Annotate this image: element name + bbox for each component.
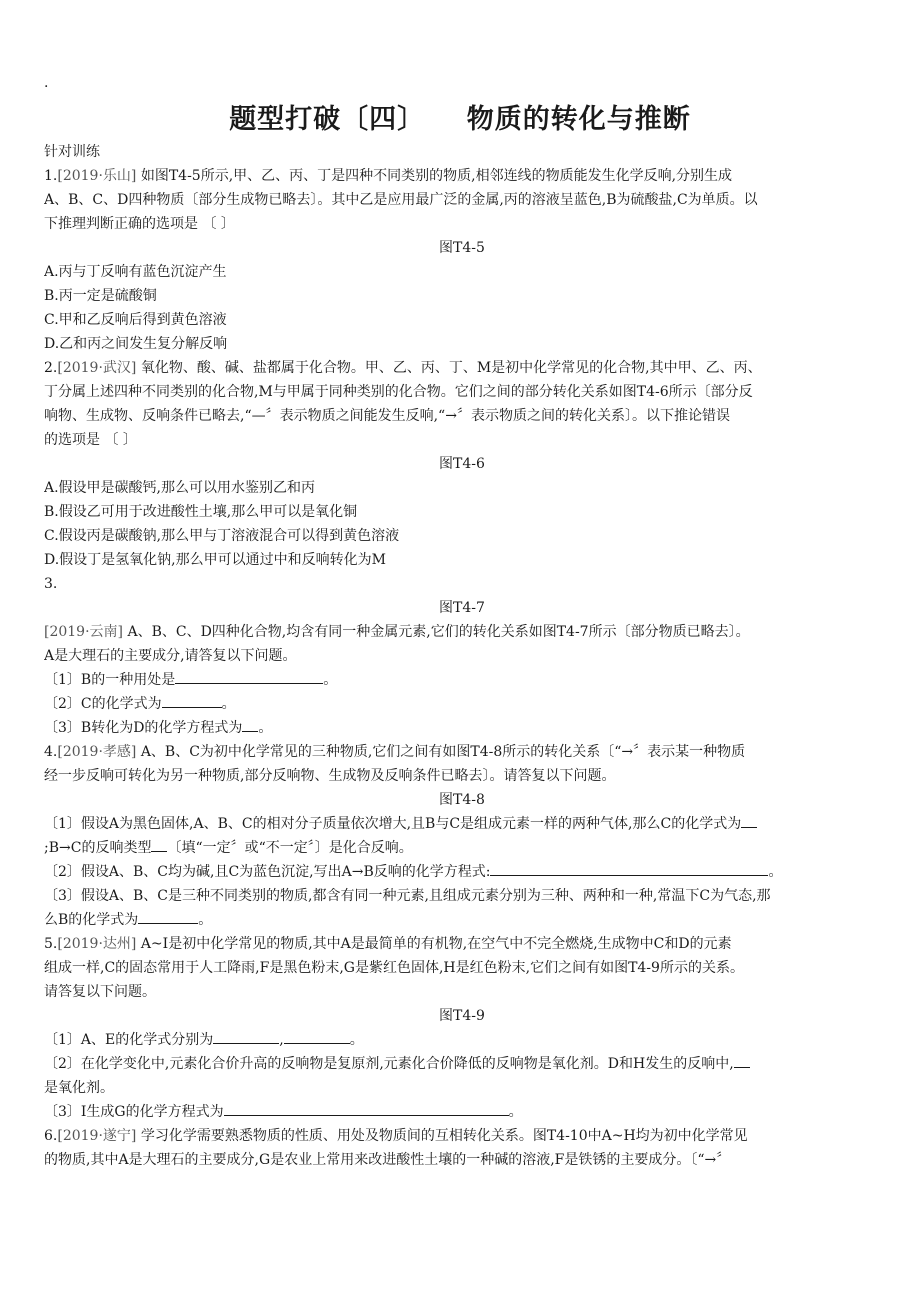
question-3-stem-line-2: A是大理石的主要成分,请答复以下问题。 (44, 648, 297, 664)
question-5-part-2-line-1 (44, 1052, 880, 1076)
question-4-part-1-line-1 (44, 812, 880, 836)
answer-blank[interactable] (175, 669, 323, 684)
question-6-stem-line-1 (44, 1124, 880, 1148)
answer-blank[interactable] (138, 909, 198, 924)
question-4-text: A、B、C为初中化学常见的三种物质,它们之间有如图T4-8所示的转化关系〔“→〞表示某一种物质 (136, 744, 746, 760)
figure-caption-t4-7: 图T4-7 (439, 600, 485, 616)
question-1-option-c: C.甲和乙反响后得到黄色溶液 (44, 312, 227, 328)
question-1-option-a: A.丙与丁反响有蓝色沉淀产生 (44, 264, 227, 280)
question-1-text: 如图T4-5所示,甲、乙、丙、丁是四种不同类别的物质,相邻连线的物质能发生化学反响,分别生成 (136, 168, 733, 184)
question-1-option-b: B.丙一定是硫酸铜 (44, 288, 157, 304)
question-4-part-2-text: 〔2〕假设A、B、C均为碱,且C为蓝色沉淀,写出A→B反响的化学方程式: (44, 864, 491, 880)
period: 。 (768, 864, 783, 880)
comma: , (279, 1032, 284, 1048)
question-3-part-3-text: 〔3〕B转化为D的化学方程式为 (44, 720, 243, 736)
document-body (44, 140, 880, 1172)
question-5-number: 5. (44, 936, 58, 952)
question-3-part-1-text: 〔1〕B的一种用处是 (44, 672, 176, 688)
question-3-stem-line-1 (44, 620, 880, 644)
question-1-source: [2019·乐山] (57, 168, 137, 184)
figure-caption-t4-5: 图T4-5 (439, 240, 485, 256)
question-2-source: [2019·武汉] (57, 360, 137, 376)
figure-caption-t4-9: 图T4-9 (439, 1008, 485, 1024)
question-1-stem-line-1 (44, 164, 880, 188)
question-3-number: 3. (44, 576, 58, 592)
period: 。 (349, 1032, 364, 1048)
answer-blank[interactable] (162, 693, 222, 708)
question-5-part-2-line-2: 是氧化剂。 (44, 1080, 114, 1096)
question-4-part-3-line-2 (44, 908, 880, 932)
question-2-stem-line-2: 丁分属上述四种不同类别的化合物,M与甲属于同种类别的化合物。它们之间的部分转化关系如图T4-6所示〔部分反 (44, 384, 753, 400)
period: 。 (221, 696, 236, 712)
question-4-part-1-text-b: ;B→C的反响类型 (44, 840, 152, 856)
question-4-part-2 (44, 860, 880, 884)
question-2-text: 氧化物、酸、碱、盐都属于化合物。甲、乙、丙、丁、M是初中化学常见的化合物,其中甲、乙、丙、 (136, 360, 762, 376)
question-2-option-d: D.假设丁是氢氧化钠,那么甲可以通过中和反响转化为M (44, 552, 386, 568)
question-2-number: 2. (44, 360, 58, 376)
question-4-part-3-text: 么B的化学式为 (44, 912, 139, 928)
question-2-stem-line-3: 响物、生成物、反响条件已略去,“—〞表示物质之间能发生反响,“→〞表示物质之间的转化关系〕。以下推论错误 (44, 408, 730, 424)
page-title: 题型打破〔四〕 物质的转化与推断 (229, 104, 691, 135)
period: 。 (508, 1104, 523, 1120)
question-3-part-3 (44, 716, 880, 740)
answer-blank[interactable] (284, 1029, 350, 1044)
question-1-stem-line-2: A、B、C、D四种物质〔部分生成物已略去〕。其中乙是应用最广泛的金属,丙的溶液呈蓝色,B为硫酸盐,C为单质。以 (44, 192, 758, 208)
answer-blank[interactable] (151, 837, 167, 852)
question-4-part-3-line-1: 〔3〕假设A、B、C是三种不同类别的物质,都含有同一种元素,且组成元素分别为三种、两种和一种,常温下C为气态,那 (44, 888, 771, 904)
question-2-stem-line-4: 的选项是 〔 〕 (44, 432, 137, 448)
question-5-source: [2019·达州] (57, 936, 137, 952)
question-1-stem-line-3: 下推理判断正确的选项是 〔 〕 (44, 216, 235, 232)
period: 。 (198, 912, 213, 928)
question-3-part-2-text: 〔2〕C的化学式为 (44, 696, 162, 712)
question-2-option-c: C.假设丙是碳酸钠,那么甲与丁溶液混合可以得到黄色溶液 (44, 528, 400, 544)
question-4-part-1-text-c: 〔填“一定〞或“不一定〞〕是化合反响。 (167, 840, 413, 856)
question-5-part-3 (44, 1100, 880, 1124)
page-mark: · (44, 79, 49, 95)
question-5-text: A~I是初中化学常见的物质,其中A是最简单的有机物,在空气中不完全燃烧,生成物中C和D的元素 (136, 936, 732, 952)
question-6-source: [2019·遂宁] (57, 1128, 137, 1144)
answer-blank[interactable] (242, 717, 258, 732)
section-heading: 针对训练 (44, 144, 100, 160)
question-5-part-2-text: 〔2〕在化学变化中,元素化合价升高的反响物是复原剂,元素化合价降低的反响物是氧化剂。D和H发生的反响中, (44, 1056, 734, 1072)
question-1-option-d: D.乙和丙之间发生复分解反响 (44, 336, 228, 352)
figure-caption-t4-6: 图T4-6 (439, 456, 485, 472)
question-6-text: 学习化学需要熟悉物质的性质、用处及物质间的互相转化关系。图T4-10中A~H均为初中化学常见 (136, 1128, 748, 1144)
question-5-stem-line-3: 请答复以下问题。 (44, 984, 156, 1000)
period: 。 (323, 672, 338, 688)
answer-blank[interactable] (213, 1029, 279, 1044)
question-6-stem-line-2: 的物质,其中A是大理石的主要成分,G是农业上常用来改进酸性土壤的一种碱的溶液,F是铁锈的主要成分。〔“→〞 (44, 1152, 731, 1168)
answer-blank[interactable] (741, 813, 757, 828)
question-4-part-1-line-2 (44, 836, 880, 860)
question-4-stem-line-2: 经一步反响可转化为另一种物质,部分反响物、生成物及反响条件已略去〕。请答复以下问题。 (44, 768, 616, 784)
question-4-stem-line-1 (44, 740, 880, 764)
question-3-source: [2019·云南] (44, 624, 124, 640)
question-5-part-1-text: 〔1〕A、E的化学式分别为 (44, 1032, 214, 1048)
question-1-number: 1. (44, 168, 58, 184)
answer-blank[interactable] (224, 1101, 509, 1116)
question-2-option-a: A.假设甲是碳酸钙,那么可以用水鉴别乙和丙 (44, 480, 316, 496)
question-3-part-1 (44, 668, 880, 692)
question-5-part-1 (44, 1028, 880, 1052)
question-4-number: 4. (44, 744, 58, 760)
answer-blank[interactable] (734, 1053, 750, 1068)
question-6-number: 6. (44, 1128, 58, 1144)
answer-blank[interactable] (490, 861, 768, 876)
question-5-stem-line-1 (44, 932, 880, 956)
question-5-stem-line-2: 组成一样,C的固态常用于人工降雨,F是黑色粉末,G是紫红色固体,H是红色粉末,它们之间有如图T4-9所示的关系。 (44, 960, 744, 976)
question-3-text: A、B、C、D四种化合物,均含有同一种金属元素,它们的转化关系如图T4-7所示〔部分物质已略去〕。 (123, 624, 750, 640)
question-2-stem-line-1 (44, 356, 880, 380)
question-4-part-1-text: 〔1〕假设A为黑色固体,A、B、C的相对分子质量依次增大,且B与C是组成元素一样的两种气体,那么C的化学式为 (44, 816, 742, 832)
question-4-source: [2019·孝感] (57, 744, 137, 760)
question-3-part-2 (44, 692, 880, 716)
period: 。 (258, 720, 273, 736)
question-2-option-b: B.假设乙可用于改进酸性土壤,那么甲可以是氧化铜 (44, 504, 358, 520)
figure-caption-t4-8: 图T4-8 (439, 792, 485, 808)
question-5-part-3-text: 〔3〕I生成G的化学方程式为 (44, 1104, 224, 1120)
